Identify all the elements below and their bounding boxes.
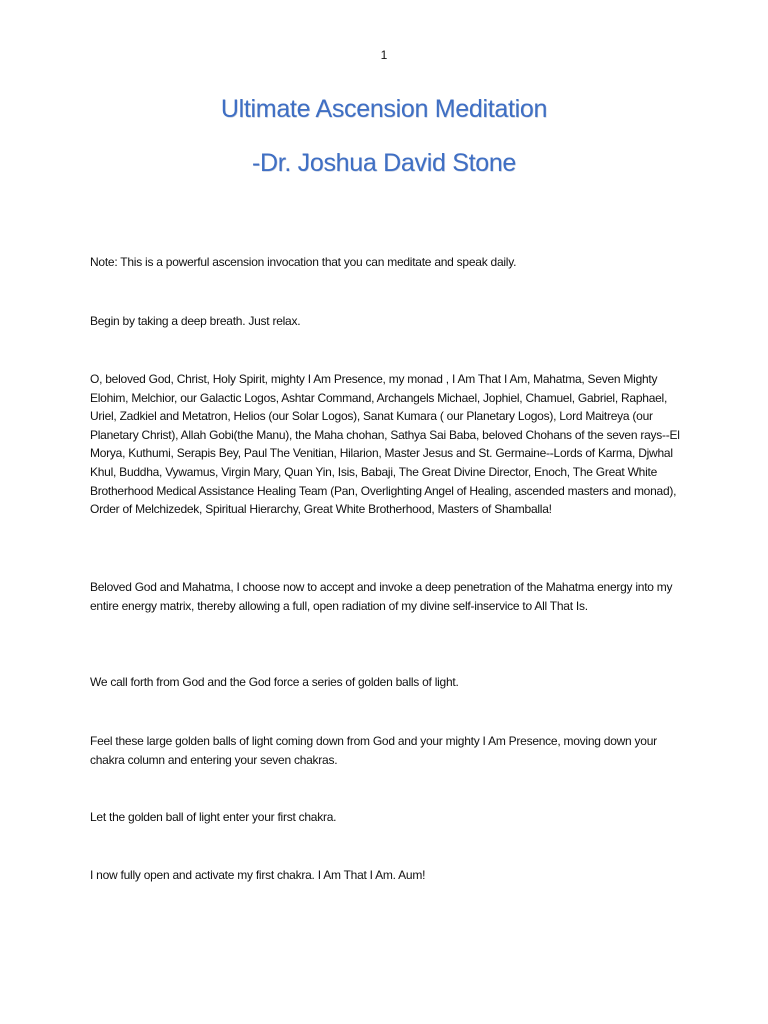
page-number: 1	[380, 48, 388, 62]
paragraph-invocation: O, beloved God, Christ, Holy Spirit, mighty I Am Presence, my monad , I Am That I Am, Mahatma, Seven Mighty Elohim, Melchior, our Galactic Logos, Ashtar Command, Archangels Michael, Jophiel, Chamuel, Gabriel, Raphael, Uriel, Zadkiel and Metatron, Helios (our Solar Logos), Sanat Kumara ( our Planetary Logos), Lord Maitreya (our Planetary Christ), Allah Gobi(the Manu), the Maha chohan, Sathya Sai Baba, beloved Chohans of the seven rays--El Morya, Kuthumi, Serapis Bey, Paul The Venitian, Hilarion, Master Jesus and St. Germaine--Lords of Karma, Djwhal Khul, Buddha, Vywamus, Virgin Mary, Quan Yin, Isis, Babaji, The Great Divine Director, Enoch, The Great White Brotherhood Medical Assistance Healing Team (Pan, Overlighting Angel of Healing, ascended masters and monad), Order of Melchizedek, Spiritual Hierarchy, Great White Brotherhood, Masters of Shamballa!	[90, 372, 680, 517]
paragraph-activate: I now fully open and activate my first chakra. I Am That I Am. Aum!	[90, 868, 426, 882]
paragraph-call-forth: We call forth from God and the God force a series of golden balls of light.	[90, 675, 459, 689]
paragraph-mahatma: Beloved God and Mahatma, I choose now to accept and invoke a deep penetration of the Mahatma energy into my entire energy matrix, thereby allowing a full, open radiation of my divine self-inservice to All That Is.	[90, 580, 673, 613]
paragraph-begin: Begin by taking a deep breath. Just relax.	[90, 314, 301, 328]
document-title: Ultimate Ascension Meditation	[220, 95, 548, 123]
document-author: -Dr. Joshua David Stone	[251, 149, 517, 177]
document-body	[90, 253, 685, 882]
paragraph-note: Note: This is a powerful ascension invocation that you can meditate and speak daily.	[90, 255, 517, 269]
paragraph-feel: Feel these large golden balls of light coming down from God and your mighty I Am Presence, moving down your chakra column and entering your seven chakras.	[90, 734, 657, 767]
paragraph-first-chakra: Let the golden ball of light enter your first chakra.	[90, 810, 337, 824]
